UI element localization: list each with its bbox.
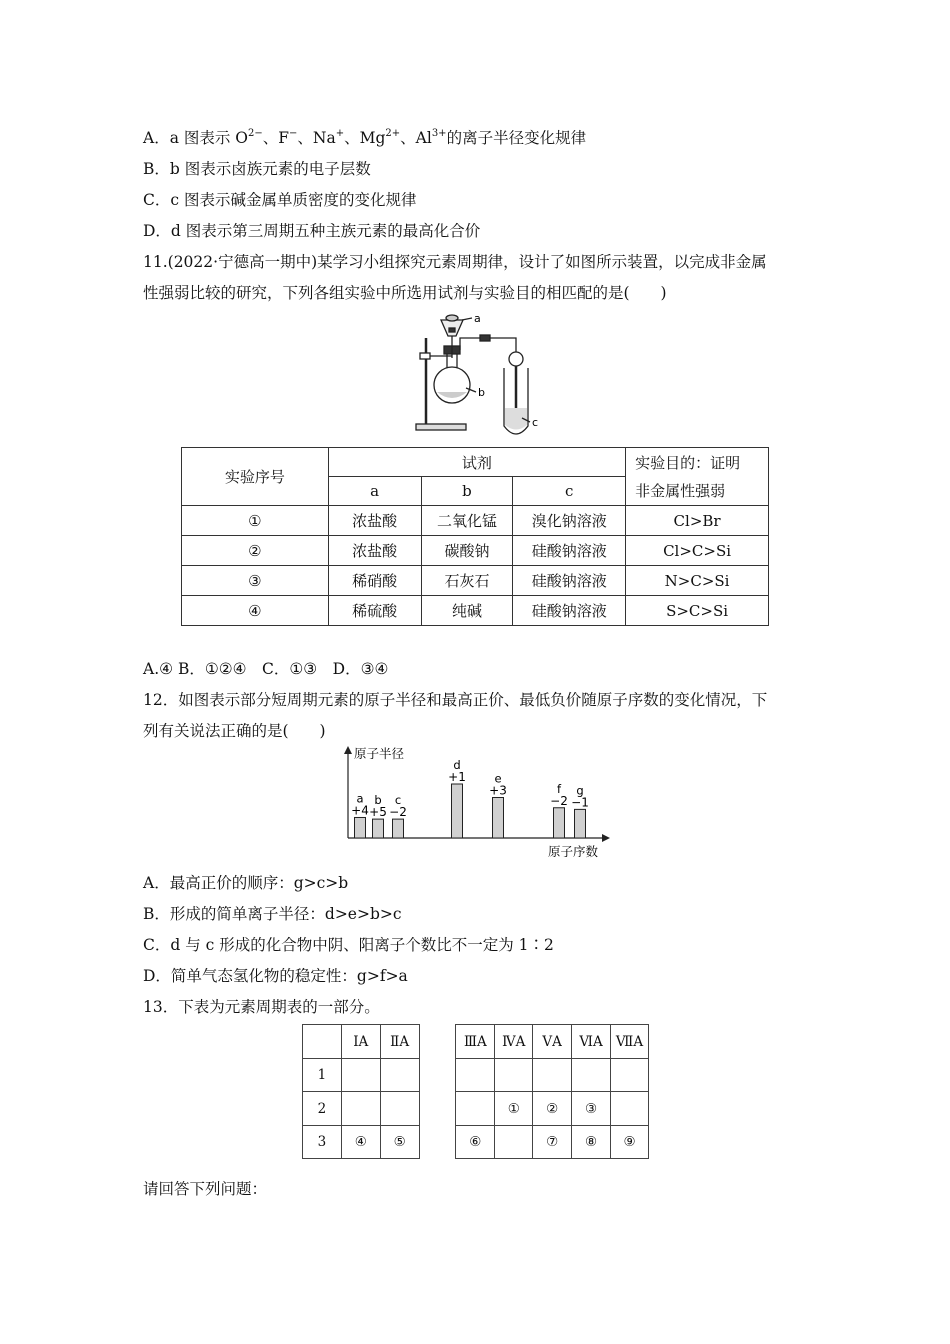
category-label-c: c <box>394 793 402 808</box>
q12-stem-line1: 12．如图表示部分短周期元素的原子半径和最高正价、最低负价随原子序数的变化情况，下 <box>143 691 768 709</box>
apparatus-figure <box>410 308 560 436</box>
q10-option-d: D．d 图表示第三周期五种主族元素的最高化合价 <box>143 222 481 240</box>
radius-chart <box>340 744 620 862</box>
group-header: ⅥA <box>572 1025 611 1059</box>
group-header: ⅡA <box>380 1025 419 1059</box>
bar-c <box>393 819 404 838</box>
category-label-f: f <box>556 781 562 796</box>
valence-label-d: +1 <box>448 770 466 784</box>
q12-stem-line2: 列有关说法正确的是( ) <box>143 722 326 740</box>
category-label-a: a <box>356 791 364 806</box>
q12-option-c: C．d 与 c 形成的化合物中阴、阳离子个数比不一定为 1∶2 <box>143 936 554 954</box>
category-label-d: d <box>453 758 461 772</box>
label-a: a <box>474 312 481 325</box>
q12-option-d: D．简单气态氢化物的稳定性：g>f>a <box>143 967 408 985</box>
label-c: c <box>532 416 539 429</box>
category-label-b: b <box>374 793 382 808</box>
q11-stem-line1: 11.(2022·宁德高一期中)某学习小组探究元素周期律，设计了如图所示装置，以完成非金属 <box>143 253 767 271</box>
valence-label-b: +5 <box>369 805 387 820</box>
q10-option-a: A．a 图表示 $O^{2-}$、F−、Na+、$Mg^{2+}$、$Al^{3+}$的离子半径变化规律 <box>143 128 587 147</box>
q10-option-c: C．c 图表示碱金属单质密度的变化规律 <box>143 191 417 209</box>
q12-option-a: A．最高正价的顺序：g>c>b <box>143 874 349 892</box>
period-row: 3 ④ ⑤ ⑥ ⑦ ⑧ ⑨ <box>303 1126 649 1159</box>
valence-label-g: −1 <box>571 795 589 810</box>
period-row: 2 ① ② ③ <box>303 1092 649 1126</box>
bar-b <box>373 819 384 838</box>
header-c: c <box>513 477 626 506</box>
header-reagent: 试剂 <box>328 448 625 477</box>
y-axis-label: 原子半径 <box>354 746 405 761</box>
group-header: ⅣA <box>495 1025 533 1059</box>
periodic-table <box>302 1024 649 1159</box>
q11-reagent-table <box>181 447 769 626</box>
q10-option-b: B．b 图表示卤族元素的电子层数 <box>143 160 371 178</box>
x-axis-label: 原子序数 <box>548 844 599 859</box>
valence-label-c: −2 <box>389 805 407 820</box>
group-header: ⅤA <box>533 1025 572 1059</box>
bar-e <box>493 798 504 839</box>
group-header: ⅠA <box>341 1025 380 1059</box>
group-header: ⅢA <box>456 1025 495 1059</box>
table-row: ③ 稀硝酸 石灰石 硅酸钠溶液 N>C>Si <box>182 566 769 596</box>
table-row: ① 浓盐酸 二氧化锰 溴化钠溶液 Cl>Br <box>182 506 769 536</box>
q13-stem: 13．下表为元素周期表的一部分。 <box>143 998 380 1016</box>
valence-label-a: +4 <box>351 803 369 818</box>
valence-label-f: −2 <box>550 793 568 808</box>
header-a: a <box>328 477 421 506</box>
q12-option-b: B．形成的简单离子半径：d>e>b>c <box>143 905 402 923</box>
q11-stem-line2: 性强弱比较的研究，下列各组实验中所选用试剂与实验目的相匹配的是( ) <box>143 284 667 302</box>
bar-a <box>355 817 366 838</box>
header-seq: 实验序号 <box>182 448 329 506</box>
label-b: b <box>478 386 485 399</box>
q13-ask: 请回答下列问题： <box>143 1180 268 1198</box>
valence-label-e: +3 <box>489 783 507 798</box>
table-row: ② 浓盐酸 碳酸钠 硅酸钠溶液 Cl>C>Si <box>182 536 769 566</box>
period-row: 1 <box>303 1059 649 1092</box>
header-b: b <box>421 477 513 506</box>
bar-f <box>554 808 565 838</box>
bar-g <box>575 809 586 838</box>
header-goal: 实验目的：证明 非金属性强弱 <box>626 448 769 506</box>
group-header: ⅦA <box>611 1025 649 1059</box>
category-label-g: g <box>576 783 584 798</box>
category-label-e: e <box>494 771 502 786</box>
bar-d <box>452 784 463 838</box>
table-row: ④ 稀硫酸 纯碱 硅酸钠溶液 S>C>Si <box>182 596 769 626</box>
q11-options: A.④ B．①②④ C．①③ D．③④ <box>143 660 389 678</box>
